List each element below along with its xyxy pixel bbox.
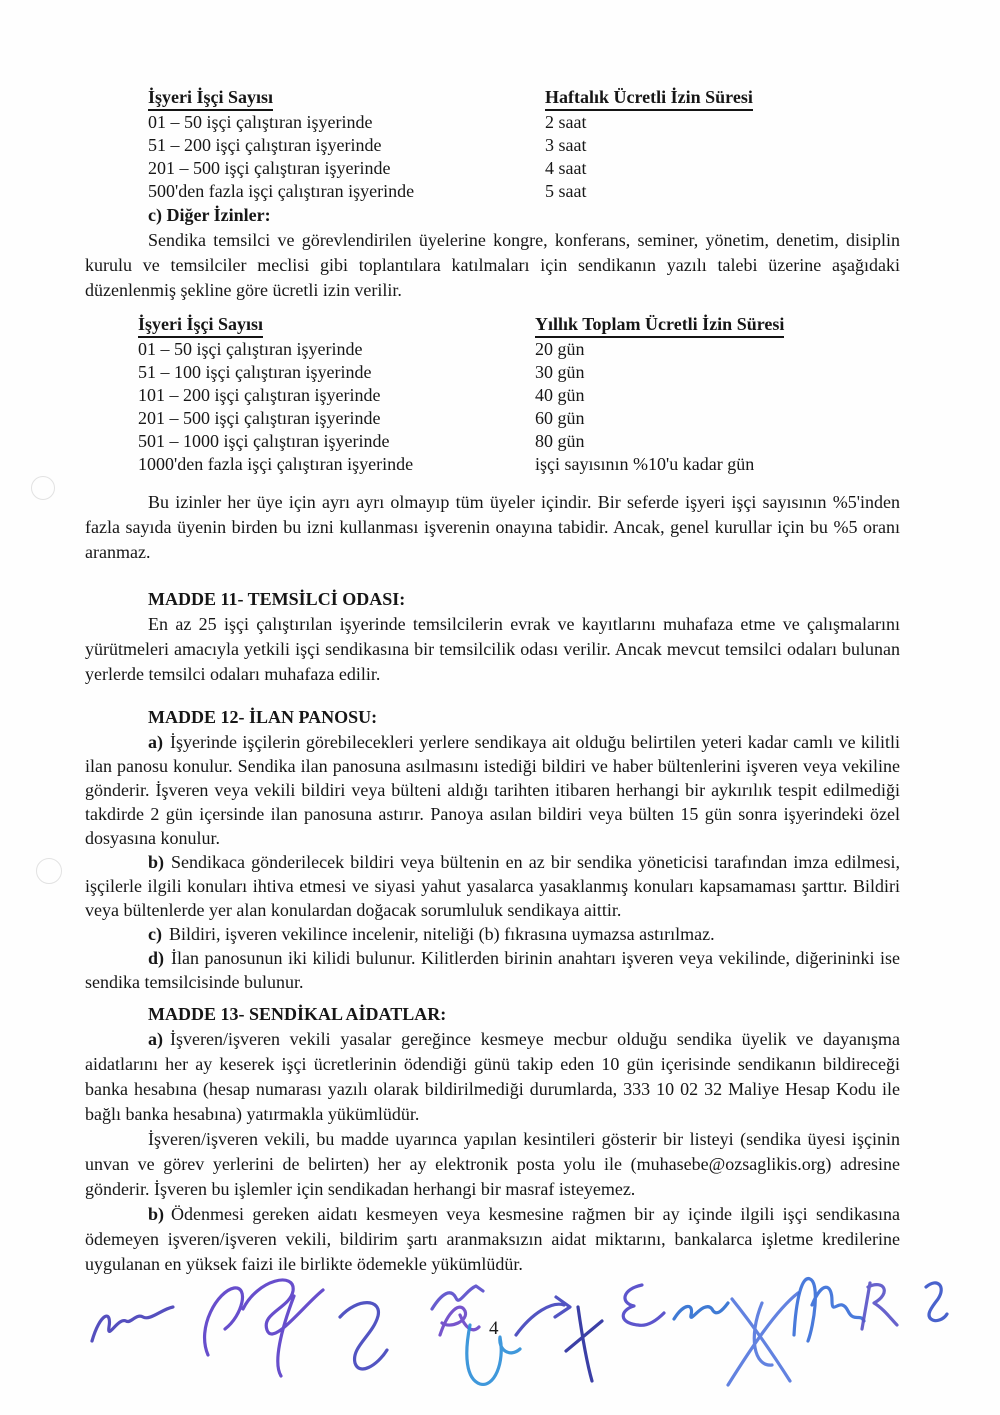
signature-stroke xyxy=(623,1285,664,1325)
madde12-item-b xyxy=(85,850,900,922)
item-text: İlan panosunun iki kilidi bulunur. Kilitlerden birinin anahtarı işveren veya vekilinde, diğerininki ise sendika temsilcisinde bulunur. xyxy=(85,948,900,992)
madde11-body: En az 25 işçi çalıştırılan işyerinde temsilcilerin evrak ve kayıtlarını muhafaza etme ve çalışmalarını yürütmeleri amacıyla yetkili işçi sendikasına bir temsilcilik odası verilir. Ancak mevcut temsilci odaları bulunan yerlerde temsilci odaları muhafaza edilir. xyxy=(85,614,900,684)
document-content xyxy=(85,86,900,1277)
table-cell: 4 saat xyxy=(545,158,587,178)
column-header: İşyeri İşçi Sayısı xyxy=(148,86,273,111)
column-header: Yıllık Toplam Ücretli İzin Süresi xyxy=(535,313,784,338)
signature-stroke xyxy=(205,1280,323,1376)
scan-artifact-circle-bottom xyxy=(36,858,62,884)
signature-stroke xyxy=(432,1286,483,1309)
table-cell: 20 gün xyxy=(535,339,585,359)
weekly-paid-leave-table xyxy=(148,86,900,203)
table-header-row xyxy=(148,86,900,111)
table-cell: 80 gün xyxy=(535,431,585,451)
table-cell: 51 – 200 işçi çalıştıran işyerinde xyxy=(148,135,382,155)
paragraph-izin: Sendika temsilci ve görevlendirilen üyelerine kongre, konferans, seminer, yönetim, denetim, disiplin kurulu ve temsilciler meclisi gibi toplantılara katılmaları için sendikanın yazılı talebi üzerine aşağıdaki düzenlenmiş şekline göre ücretli izin verilir. xyxy=(85,230,900,300)
table-row xyxy=(138,361,900,384)
yearly-paid-leave-table xyxy=(138,313,900,476)
signature-stroke xyxy=(728,1293,798,1385)
madde11-title: MADDE 11- TEMSİLCİ ODASI: xyxy=(148,589,406,609)
table-cell: 51 – 100 işçi çalıştıran işyerinde xyxy=(138,362,372,382)
page-number: 4 xyxy=(489,1318,499,1339)
table-row xyxy=(138,407,900,430)
table-cell: 3 saat xyxy=(545,135,587,155)
table-cell: 01 – 50 işçi çalıştıran işyerinde xyxy=(148,112,373,132)
column-header: İşyeri İşçi Sayısı xyxy=(138,313,263,338)
table-cell: 01 – 50 işçi çalıştıran işyerinde xyxy=(138,339,363,359)
paragraph-bu-izinler: Bu izinler her üye için ayrı ayrı olmayıp tüm üyeler içindir. Bir seferde işyeri işçi sayısının %5'inden fazla sayıda üyenin birden bu izni kullanması işverenin onayına tabidir. Ancak, genel kurullar için bu %5 oranı aranmaz. xyxy=(85,492,900,562)
table-row xyxy=(148,111,900,134)
table-cell: 30 gün xyxy=(535,362,585,382)
item-label: b) xyxy=(148,1204,165,1224)
madde13-paragraph: İşveren/işveren vekili, bu madde uyarınca yapılan kesintileri gösterir bir listeyi (sendika üyesi işçinin unvan ve görev yerlerini de belirten) her ay elektronik posta yolu ile (muhasebe@ozsaglikis.org) adresine gönderir. İşveren bu işlemler için sendikadan herhangi bir masraf isteyemez. xyxy=(85,1129,900,1199)
table-cell: 500'den fazla işçi çalıştıran işyerinde xyxy=(148,181,415,201)
table-header-row xyxy=(138,313,900,338)
signature-stroke xyxy=(467,1325,520,1384)
signature-stroke xyxy=(794,1279,864,1341)
table-cell: 5 saat xyxy=(545,181,587,201)
item-text: Ödenmesi gereken aidatı kesmeyen veya kesmesine rağmen bir ay içinde ilgili işçi sendikasına ödemeyen işveren/işveren vekili, bildirim şartı aranmaksızın aidat miktarını, bankalarca işletme kredilerine uygulanan en yüksek faizi ile birlikte ödemekle yükümlüdür. xyxy=(85,1204,900,1274)
madde13-item-a xyxy=(85,1027,900,1127)
table-cell: 501 – 1000 işçi çalıştıran işyerinde xyxy=(138,431,390,451)
item-label: d) xyxy=(148,948,165,968)
item-label: c) xyxy=(148,924,162,944)
signature-stroke xyxy=(440,1307,479,1335)
madde12-item-c xyxy=(85,922,900,946)
table-cell: işçi sayısının %10'u kadar gün xyxy=(535,454,755,474)
signature-stroke xyxy=(926,1283,947,1321)
madde12-item-a xyxy=(85,730,900,850)
item-text: İşveren/işveren vekili yasalar gereğince kesmeye mecbur olduğu sendika üyelik ve dayanışma aidatlarını her ay keserek işçi ücretlerinin ödendiği günü takip eden 10 gün içerisinde sendikanın bildireceği banka hesabına (hesap numarası yazılı olarak bildirilmediği durumlarda, 333 10 02 32 Maliye Hesap Kodu ile bağlı banka hesabına) yatırmakla yükümlüdür. xyxy=(85,1029,900,1124)
signature-stroke xyxy=(862,1283,897,1329)
table-cell: 40 gün xyxy=(535,385,585,405)
table-cell: 101 – 200 işçi çalıştıran işyerinde xyxy=(138,385,381,405)
item-text: Bildiri, işveren vekilince incelenir, niteliği (b) fıkrasına uymazsa astırılmaz. xyxy=(168,924,715,944)
table-row xyxy=(148,157,900,180)
signature-stroke xyxy=(516,1297,570,1335)
signature-stroke xyxy=(92,1307,173,1341)
signature-stroke xyxy=(340,1303,387,1369)
item-label: a) xyxy=(148,1029,163,1049)
madde12-title: MADDE 12- İLAN PANOSU: xyxy=(148,707,378,727)
item-label: b) xyxy=(148,852,165,872)
table-row xyxy=(148,180,900,203)
table-cell: 201 – 500 işçi çalıştıran işyerinde xyxy=(138,408,381,428)
table-cell: 201 – 500 işçi çalıştıran işyerinde xyxy=(148,158,391,178)
item-label: a) xyxy=(148,732,163,752)
table-row xyxy=(138,453,900,476)
madde13-title: MADDE 13- SENDİKAL AİDATLAR: xyxy=(148,1004,447,1024)
signatures-ink xyxy=(50,1255,970,1405)
column-header: Haftalık Ücretli İzin Süresi xyxy=(545,86,753,111)
scan-artifact-circle-top xyxy=(31,476,55,500)
signature-stroke xyxy=(674,1303,728,1319)
item-text: Sendikaca gönderilecek bildiri veya bültenin en az bir sendika yöneticisi tarafından imza edilmesi, işçilerle ilgili konuları ihtiva etmesi ve siyasi yahut yasalarca yasaklanmış konuları kapsamaması şarttır. Bildiri veya bültenlerde yer alan konulardan doğacak sorumluluk sendikaya aittir. xyxy=(85,852,900,920)
table-cell: 60 gün xyxy=(535,408,585,428)
table-row xyxy=(138,384,900,407)
table-cell: 1000'den fazla işçi çalıştıran işyerinde xyxy=(138,454,414,474)
signature-stroke xyxy=(566,1307,602,1381)
section-c-heading: c) Diğer İzinler: xyxy=(148,205,271,225)
table-row xyxy=(138,430,900,453)
table-row xyxy=(148,134,900,157)
madde12-item-d xyxy=(85,946,900,994)
table-row xyxy=(138,338,900,361)
item-text: İşyerinde işçilerin görebilecekleri yerlere sendikaya ait olduğu belirtilen yeteri kadar camlı ve kilitli ilan panosu konulur. Sendika ilan panosuna asılmasını istediği bildiri ve haber bültenlerini işveren veya vekiline gönderir. İşveren veya vekili bildiri veya bülteni aldığı tarihten itibaren herhangi bir aykırılık tespit edilmediği takdirde 2 gün içersinde ilan panosuna astırır. Panoya asılan bildiri veya bülten 15 gün sonra işyerindeki özel dosyasına konulur. xyxy=(85,732,900,848)
table-cell: 2 saat xyxy=(545,112,587,132)
